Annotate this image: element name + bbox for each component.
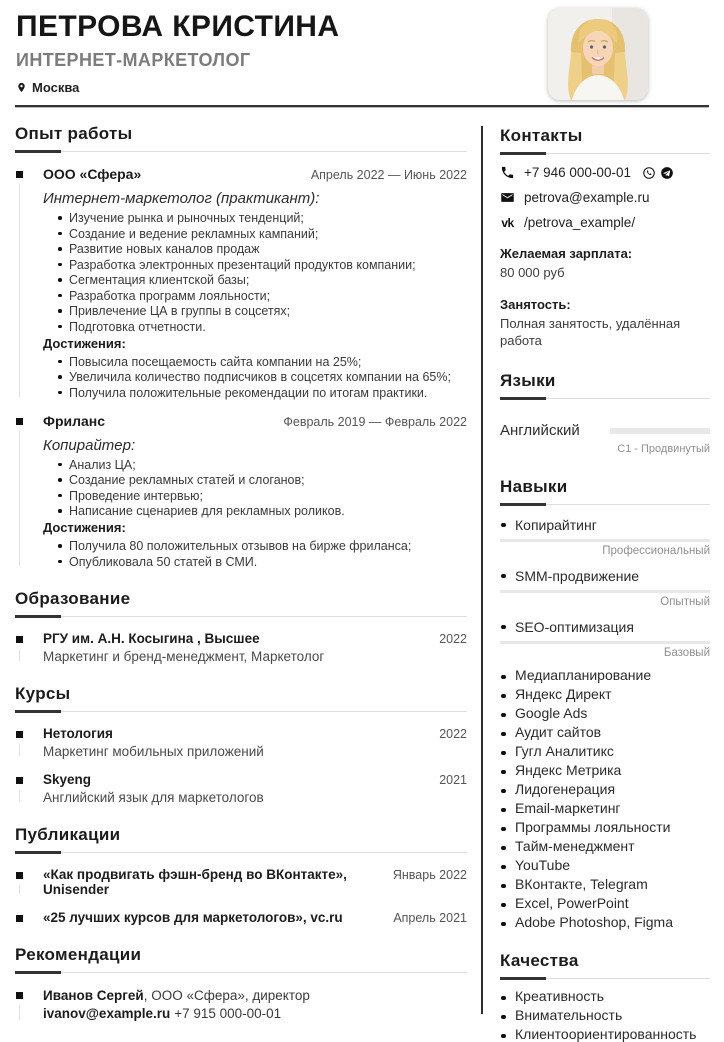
heading-rule: [15, 710, 467, 713]
quality-item: Креативность: [500, 990, 710, 1003]
section-publications: [15, 825, 467, 925]
publication-title: «Как продвигать фэшн-бренд во ВКонтакте», Unisender: [43, 866, 347, 897]
heading-rule: [500, 503, 710, 506]
entry-role: Интернет-маркетолог (практикант):: [43, 190, 320, 207]
achievement-item: Увеличила количество подписчиков в соцсетях компании на 65%;: [57, 370, 467, 384]
rated-skill: [500, 517, 710, 557]
company-name: ООО «Сфера»: [43, 166, 142, 182]
publication-entry: [15, 867, 467, 897]
skills-list: [500, 669, 710, 929]
duty-item: Привлечение ЦА в группы в соцсетях;: [57, 304, 467, 318]
experience-entry: [15, 413, 467, 569]
language-row: [500, 422, 710, 439]
recommender-phone: +7 915 000-00-01: [174, 1005, 282, 1021]
heading-rule: [15, 615, 467, 618]
section-languages: [500, 371, 710, 455]
heading-rule: [15, 971, 467, 974]
section-recommendations: [15, 945, 467, 1023]
course-name: Skyeng: [43, 771, 92, 787]
heading-rule: [15, 851, 467, 854]
contact-row-phone: [500, 165, 710, 180]
quality-item: Клиентоориентированность: [500, 1028, 710, 1041]
location-text: Москва: [32, 80, 80, 95]
duties-list: [57, 458, 467, 519]
rated-skill: [500, 568, 710, 608]
employment-value: Полная занятость, удалённая работа: [500, 316, 681, 348]
recommender-email: ivanov@example.ru: [43, 1005, 171, 1021]
achievement-item: Получила положительные рекомендации по итогам практики.: [57, 386, 467, 400]
education-details: Маркетинг и бренд-менеджмент, Маркетолог: [43, 648, 325, 664]
skill-item: Гугл Аналитикс: [500, 745, 710, 758]
skill-item: Лидогенерация: [500, 783, 710, 796]
recommender-name: Иванов Сергей: [43, 987, 144, 1003]
section-skills: [500, 477, 710, 929]
skill-item: Тайм-менеджмент: [500, 840, 710, 853]
qualities-list: [500, 990, 710, 1041]
contact-row-vk: [500, 215, 710, 230]
entry-role: Копирайтер:: [43, 436, 136, 454]
achievement-item: Опубликовала 50 статей в СМИ.: [57, 555, 467, 569]
entry-header: [43, 772, 467, 787]
location-pin-icon: [16, 81, 27, 94]
header-divider: [15, 105, 709, 108]
salary-label: Желаемая зарплата:: [500, 246, 633, 261]
phone-number: +7 946 000-00-01: [524, 165, 631, 180]
course-details: Маркетинг мобильных приложений: [43, 743, 264, 759]
achievements-label: Достижения:: [43, 520, 126, 535]
entry-year: 2021: [439, 772, 467, 787]
email-icon: [500, 190, 515, 205]
entry-year: 2022: [439, 631, 467, 646]
duty-item: Проведение интервью;: [57, 489, 467, 503]
publication-date: Январь 2022: [392, 867, 467, 882]
education-entry: [15, 631, 467, 664]
publication-date: Апрель 2021: [393, 910, 467, 925]
entry-year: 2022: [439, 726, 467, 741]
heading-rule: [15, 150, 467, 153]
achievements-list: [57, 539, 467, 569]
skill-item: ВКонтакте, Telegram: [500, 878, 710, 891]
entry-header: [43, 726, 467, 741]
heading-rule: [500, 152, 710, 155]
skill-item: Email-маркетинг: [500, 802, 710, 815]
skill-name: SMM-продвижение: [500, 568, 710, 584]
recommender-contacts: [43, 1005, 467, 1023]
duty-item: Подготовка отчетности.: [57, 320, 467, 334]
section-education: [15, 589, 467, 664]
vk-handle: /petrova_example/: [524, 215, 636, 230]
entry-header: [43, 910, 467, 925]
skill-bar: [500, 641, 710, 644]
sidebar: [500, 112, 710, 1041]
profile-photo: [548, 8, 648, 100]
duty-item: Анализ ЦА;: [57, 458, 467, 472]
column-divider: [481, 126, 483, 1014]
entry-period: Апрель 2022 — Июнь 2022: [310, 168, 467, 182]
duty-item: Сегментация клиентской базы;: [57, 273, 467, 287]
institution-name: РГУ им. А.Н. Косыгина , Высшее: [43, 630, 260, 646]
course-entry: [15, 726, 467, 759]
section-heading: Опыт работы: [15, 124, 133, 143]
quality-item: Внимательность: [500, 1009, 710, 1022]
vk-icon: vk: [501, 215, 514, 230]
phone-icon: [500, 165, 515, 180]
duty-item: Создание и ведение рекламных кампаний;: [57, 227, 467, 241]
entry-period: Февраль 2019 — Февраль 2022: [283, 414, 467, 429]
skill-item: Яндекс Метрика: [500, 764, 710, 777]
duty-item: Создание рекламных статей и слоганов;: [57, 473, 467, 487]
heading-rule: [500, 977, 710, 980]
section-qualities: [500, 951, 710, 1041]
skill-bar: [500, 539, 710, 542]
location-row: [16, 80, 584, 95]
skill-level: Опытный: [660, 596, 710, 608]
duty-item: Развитие новых каналов продаж: [57, 242, 467, 256]
experience-entry: [15, 166, 467, 400]
skill-item: Adobe Photoshop, Figma: [500, 916, 710, 929]
contact-row-email: [500, 190, 710, 205]
skill-level: Профессиональный: [602, 545, 710, 557]
recommendation-entry: [15, 987, 467, 1023]
salary-value: 80 000 руб: [500, 265, 565, 280]
duty-item: Написание сценариев для рекламных роликов.: [57, 504, 467, 518]
entry-header: [43, 631, 467, 646]
skill-item: YouTube: [500, 859, 710, 872]
whatsapp-icon: [642, 166, 656, 180]
recommender-line: [43, 987, 467, 1005]
skill-name: Копирайтинг: [500, 517, 710, 533]
section-courses: [15, 684, 467, 805]
section-heading: Контакты: [500, 126, 583, 145]
section-heading: Рекомендации: [15, 944, 142, 964]
course-entry: [15, 772, 467, 805]
section-heading: Навыки: [500, 477, 568, 496]
person-job-title: ИНТЕРНЕТ-МАРКЕТОЛОГ: [16, 50, 251, 70]
entry-header: [43, 867, 467, 897]
section-heading: Образование: [15, 588, 131, 608]
skill-item: Google Ads: [500, 707, 710, 720]
section-heading: Курсы: [15, 683, 71, 703]
achievement-item: Повысила посещаемость сайта компании на 25%;: [57, 355, 467, 369]
publication-entry: [15, 910, 467, 925]
publication-title: «25 лучших курсов для маркетологов», vc.ru: [43, 909, 343, 925]
achievements-list: [57, 355, 467, 400]
duty-item: Изучение рынка и рыночных тенденций;: [57, 211, 467, 225]
person-name: ПЕТРОВА КРИСТИНА: [16, 10, 340, 43]
profile-photo-illustration: [548, 8, 648, 100]
entry-header: [43, 413, 467, 429]
skill-item: Аудит сайтов: [500, 726, 710, 739]
telegram-icon: [660, 166, 674, 180]
skill-item: Excel, PowerPoint: [500, 897, 710, 910]
skill-item: Программы лояльности: [500, 821, 710, 834]
section-heading: Качества: [500, 951, 579, 970]
rated-skill: [500, 619, 710, 659]
header: [16, 10, 584, 95]
recommender-details: , ООО «Сфера», директор: [143, 987, 310, 1003]
skill-bar: [500, 590, 710, 593]
language-bar: [610, 428, 710, 434]
company-name: Фриланс: [43, 412, 106, 429]
achievements-label: Достижения:: [43, 335, 126, 351]
achievement-item: Получила 80 положительных отзывов на бирже фриланса;: [57, 539, 467, 553]
entry-header: [43, 166, 467, 182]
messenger-icons: [642, 166, 674, 180]
skill-name: SEO-оптимизация: [500, 619, 710, 635]
heading-rule: [500, 397, 710, 400]
email-address: petrova@example.ru: [524, 190, 650, 205]
course-name: Нетология: [43, 725, 113, 741]
course-details: Английский язык для маркетологов: [43, 789, 264, 805]
employment-label: Занятость:: [500, 297, 571, 312]
section-contacts: [500, 126, 710, 349]
duty-item: Разработка программ лояльности;: [57, 289, 467, 303]
skill-item: Медиапланирование: [500, 669, 710, 682]
section-heading: Языки: [500, 371, 556, 390]
skill-level: Базовый: [663, 647, 710, 659]
section-heading: Публикации: [15, 824, 121, 844]
duty-item: Разработка электронных презентаций продуктов компании;: [57, 258, 467, 272]
language-level: C1 - Продвинутый: [617, 443, 710, 455]
language-name: Английский: [500, 422, 580, 439]
duties-list: [57, 211, 467, 334]
skill-item: Яндекс Директ: [500, 688, 710, 701]
main-column: [15, 112, 467, 1023]
section-experience: [15, 124, 467, 569]
